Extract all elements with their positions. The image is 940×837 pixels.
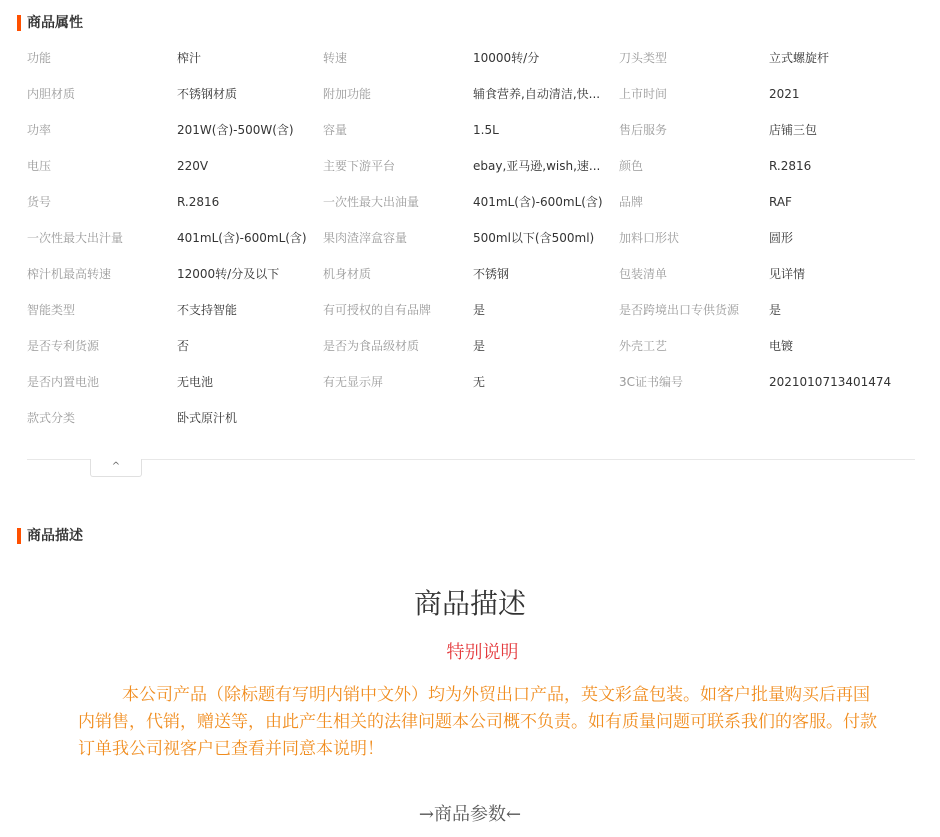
attribute-key: 一次性最大出油量 bbox=[323, 195, 420, 209]
collapse-attributes-button[interactable] bbox=[90, 459, 142, 477]
attribute-row bbox=[27, 220, 917, 256]
attribute-value: 12000转/分及以下 bbox=[177, 267, 280, 281]
chevron-up-icon: ^ bbox=[111, 461, 121, 472]
attribute-key: 上市时间 bbox=[619, 87, 668, 101]
attribute-key: 3C证书编号 bbox=[619, 375, 684, 389]
attribute-value: 圆形 bbox=[769, 231, 794, 245]
attribute-value: 是 bbox=[769, 303, 782, 317]
attribute-value: 2021 bbox=[769, 87, 800, 101]
attribute-key: 智能类型 bbox=[27, 303, 76, 317]
attribute-value: RAF bbox=[769, 195, 792, 209]
attribute-key: 售后服务 bbox=[619, 123, 668, 137]
attribute-key: 有无显示屏 bbox=[323, 375, 384, 389]
attribute-value: 201W(含)-500W(含) bbox=[177, 123, 294, 137]
attribute-row bbox=[27, 364, 917, 400]
description-subheading: 特别说明 bbox=[446, 642, 519, 663]
attribute-key: 加料口形状 bbox=[619, 231, 680, 245]
attribute-value: ebay,亚马逊,wish,速... bbox=[473, 159, 601, 173]
attribute-row bbox=[27, 40, 917, 76]
attribute-value: 401mL(含)-600mL(含) bbox=[473, 195, 603, 209]
attribute-key: 是否专利货源 bbox=[27, 339, 100, 353]
attribute-key: 主要下游平台 bbox=[323, 159, 396, 173]
attribute-value: 不支持智能 bbox=[177, 303, 238, 317]
attribute-key: 是否内置电池 bbox=[27, 375, 100, 389]
attribute-key: 包装清单 bbox=[619, 267, 668, 281]
attribute-value: 500ml以下(含500ml) bbox=[473, 231, 595, 245]
attribute-value: 1.5L bbox=[473, 123, 499, 137]
params-heading: →商品参数← bbox=[418, 804, 522, 825]
attribute-key: 刀头类型 bbox=[619, 51, 668, 65]
attribute-key: 款式分类 bbox=[27, 411, 76, 425]
description-heading: 商品描述 bbox=[413, 587, 526, 620]
attribute-value: 电镀 bbox=[769, 339, 794, 353]
attribute-key: 是否为食品级材质 bbox=[323, 339, 420, 353]
attribute-key: 货号 bbox=[27, 195, 52, 209]
attribute-key: 有可授权的自有品牌 bbox=[323, 303, 432, 317]
attribute-key: 机身材质 bbox=[323, 267, 372, 281]
attribute-row bbox=[27, 292, 917, 328]
attribute-key: 品牌 bbox=[619, 195, 644, 209]
attribute-key: 外壳工艺 bbox=[619, 339, 668, 353]
attribute-key: 功能 bbox=[27, 51, 52, 65]
attribute-key: 内胆材质 bbox=[27, 87, 76, 101]
attribute-key: 容量 bbox=[323, 123, 348, 137]
attribute-value: R.2816 bbox=[177, 195, 220, 209]
attribute-value: 220V bbox=[177, 159, 209, 173]
attributes-divider bbox=[27, 459, 915, 460]
attribute-row bbox=[27, 112, 917, 148]
attribute-value: 榨汁 bbox=[177, 51, 202, 65]
attribute-key: 颜色 bbox=[619, 159, 644, 173]
attribute-key: 转速 bbox=[323, 51, 348, 65]
attribute-row bbox=[27, 184, 917, 220]
attribute-key: 是否跨境出口专供货源 bbox=[619, 303, 740, 317]
attribute-value: 卧式原汁机 bbox=[177, 411, 238, 425]
attribute-row bbox=[27, 400, 917, 436]
attribute-value: R.2816 bbox=[769, 159, 812, 173]
attribute-value: 10000转/分 bbox=[473, 51, 540, 65]
attribute-key: 附加功能 bbox=[323, 87, 372, 101]
attribute-value: 无 bbox=[473, 375, 486, 389]
attribute-value: 是 bbox=[473, 339, 486, 353]
attribute-value: 辅食营养,自动清洁,快... bbox=[473, 87, 601, 101]
attribute-value: 无电池 bbox=[177, 375, 214, 389]
attribute-value: 2021010713401474 bbox=[769, 375, 892, 389]
attribute-row bbox=[27, 256, 917, 292]
attribute-row bbox=[27, 76, 917, 112]
description-notice: 本公司产品（除标题有写明内销中文外）均为外贸出口产品，英文彩盒包装。如客户批量购买后再国内销售，代销，赠送等，由此产生相关的法律问题本公司概不负责。如有质量问题可联系我们的客服。付款订单我公司视客户已查看并同意本说明！ bbox=[78, 685, 877, 759]
attribute-value: 不锈钢 bbox=[473, 267, 510, 281]
attribute-value: 立式螺旋杆 bbox=[769, 51, 830, 65]
attribute-value: 店铺三包 bbox=[769, 123, 818, 137]
attribute-key: 榨汁机最高转速 bbox=[27, 267, 112, 281]
description-section-title: 商品描述 bbox=[17, 528, 83, 544]
attribute-key: 一次性最大出汁量 bbox=[27, 231, 124, 245]
attribute-value: 是 bbox=[473, 303, 486, 317]
attribute-value: 否 bbox=[177, 339, 190, 353]
attribute-value: 401mL(含)-600mL(含) bbox=[177, 231, 307, 245]
attribute-key: 电压 bbox=[27, 159, 52, 173]
attribute-row bbox=[27, 328, 917, 364]
attributes-section-title: 商品属性 bbox=[17, 15, 83, 31]
attribute-key: 功率 bbox=[27, 123, 52, 137]
attributes-table bbox=[27, 40, 917, 436]
attribute-key: 果肉渣滓盒容量 bbox=[323, 231, 408, 245]
attribute-value: 见详情 bbox=[769, 267, 806, 281]
attribute-row bbox=[27, 148, 917, 184]
attribute-value: 不锈钢材质 bbox=[177, 87, 238, 101]
